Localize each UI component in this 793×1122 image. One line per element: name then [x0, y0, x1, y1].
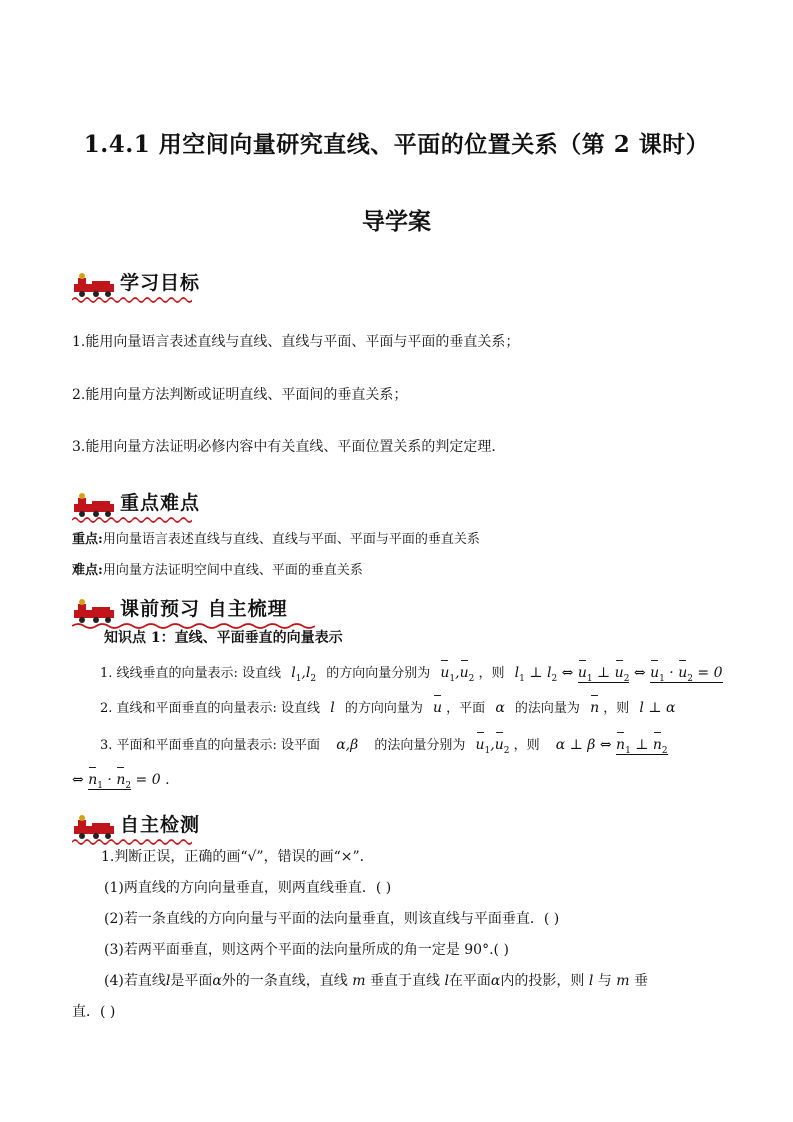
preview-line-2	[100, 698, 675, 719]
selfcheck-statement-1: (1)两直线的方向向量垂直，则两直线垂直．( )	[104, 880, 392, 896]
section-title-keypoints: 重点难点	[120, 492, 201, 514]
line2-text-a: 2. 直线和平面垂直的向量表示: 设直线	[100, 701, 321, 716]
line3-text-c: ，则	[513, 738, 540, 753]
s4-text-f: 内的投影，则	[500, 973, 585, 989]
preview-line-3-continued	[72, 770, 170, 796]
key-label: 重点:	[72, 532, 103, 547]
goal-item-3: 3.能用向量方法证明必修内容中有关直线、平面位置关系的判定定理．	[72, 439, 506, 455]
train-icon	[72, 814, 118, 840]
selfcheck-statement-4: (4)若直线l是平面α外的一条直线，直线 m 垂直于直线 l在平面α内的投影，则 l 与 m 垂	[104, 973, 648, 989]
s4-text-b: 是平面	[170, 973, 213, 989]
formula-line-plane-perpendicular: l ⊥ α	[639, 700, 676, 716]
formula-lines: $l_1,l_2$	[291, 665, 317, 684]
section-label	[120, 488, 206, 518]
selfcheck-statement-2: (2)若一条直线的方向向量与平面的法向量垂直，则该直线与平面垂直．( )	[104, 911, 560, 927]
formula-line-l: l	[330, 700, 335, 716]
wave-underline	[72, 296, 192, 304]
section-label	[120, 810, 206, 840]
s4-text-a: (4)若直线	[104, 973, 166, 989]
wave-underline	[72, 838, 192, 846]
selfcheck-statement-3: (3)若两平面垂直，则这两个平面的法向量所成的角一定是 90°.( )	[104, 942, 509, 958]
formula-plane-alpha: α	[495, 700, 505, 716]
key-point	[72, 530, 480, 550]
wave-underline	[72, 516, 192, 524]
s4-text-g: 与	[597, 973, 612, 989]
goal-item-2: 2.能用向量方法判断或证明直线、平面间的垂直关系；	[72, 387, 408, 403]
formula-direction-vectors: $u_1,u_2$	[440, 665, 475, 684]
formula-normal-vectors-u: $u_1,u_2$	[475, 737, 510, 756]
line2-text-e: ，则	[603, 701, 630, 716]
selfcheck-statement-4-continued: 直．( )	[72, 1004, 116, 1020]
line1-text-a: 1. 线线垂直的向量表示: 设直线	[100, 666, 282, 681]
section-title-goals: 学习目标	[120, 272, 201, 294]
line3-text-a: 3. 平面和平面垂直的向量表示: 设平面	[100, 738, 321, 753]
line2-text-b: 的方向向量为	[344, 701, 423, 716]
section-label	[120, 268, 206, 298]
formula-vector-n: n	[590, 700, 600, 716]
section-label	[120, 594, 294, 624]
s4-text-e: 在平面	[448, 973, 491, 989]
section-title-preview: 课前预习 自主梳理	[120, 598, 288, 620]
train-icon	[72, 598, 118, 624]
preview-line-3	[100, 735, 668, 761]
s4-text-c: 外的一条直线，直线	[221, 973, 348, 989]
s4-text-d: 垂直于直线	[369, 973, 440, 989]
difficult-text: 用向量方法证明空间中直线、平面的垂直关系	[102, 563, 363, 578]
line1-text-b: 的方向向量分别为	[326, 666, 431, 681]
formula-vector-u: u	[432, 700, 443, 716]
formula-planes: α,β	[336, 737, 359, 753]
key-text: 用向量语言表述直线与直线、直线与平面、平面与平面的垂直关系	[102, 532, 480, 547]
formula-line-perpendicular: $l_1$ ⊥ $l_2$ ⇔ $u_1$ ⊥ $u_2$ ⇔ $u_1 \cdot u_2 = 0$	[514, 665, 723, 684]
knowledge-point-title: 知识点 1：直线、平面垂直的向量表示	[104, 630, 343, 646]
s4-text-h: 垂	[633, 973, 648, 989]
section-heading-preview	[72, 594, 294, 624]
page-title: 1.4.1 用空间向量研究直线、平面的位置关系（第 2 课时）	[83, 131, 710, 158]
selfcheck-question-1: 1.判断正误，正确的画“√”，错误的画“×”．	[101, 849, 374, 865]
line2-text-c: ，平面	[446, 701, 486, 716]
line3-text-b: 的法向量分别为	[374, 738, 466, 753]
section-heading-keypoints	[72, 488, 206, 518]
line2-text-d: 的法向量为	[514, 701, 580, 716]
section-title-selfcheck: 自主检测	[120, 814, 201, 836]
formula-plane-perpendicular: α ⊥ β ⇔ $n_1$ ⊥ $n_2$	[555, 737, 668, 756]
section-heading-goals	[72, 268, 206, 298]
difficult-point	[72, 561, 363, 581]
preview-line-1	[100, 663, 723, 689]
formula-normal-dot-product: ⇔ $n_1 \cdot n_2 = 0$ .	[72, 772, 170, 791]
train-icon	[72, 272, 118, 298]
section-heading-selfcheck	[72, 810, 206, 840]
goal-item-1: 1.能用向量语言表述直线与直线、直线与平面、平面与平面的垂直关系；	[72, 334, 520, 350]
difficult-label: 难点:	[72, 563, 103, 578]
page-subtitle: 导学案	[362, 208, 431, 235]
train-icon	[72, 492, 118, 518]
line1-text-c: ，则	[478, 666, 505, 681]
